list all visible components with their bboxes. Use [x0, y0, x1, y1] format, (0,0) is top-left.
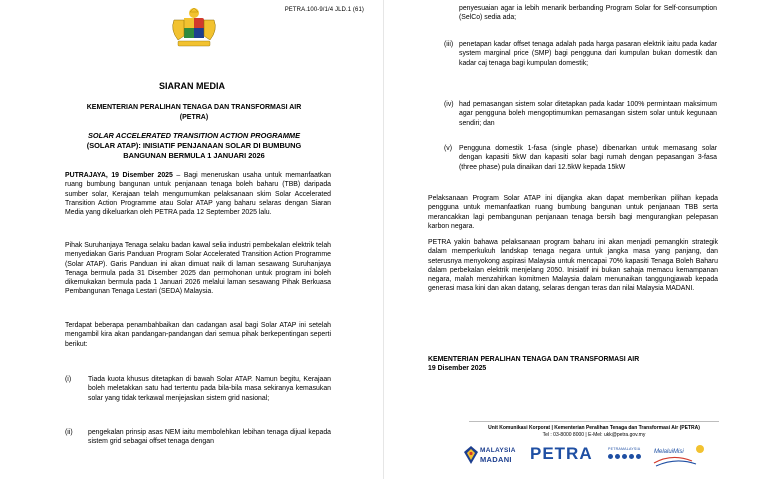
list-item-1-text: Tiada kuota khusus ditetapkan di bawah Solar ATAP. Namun begitu, Kerajaan boleh meletakkan satu had tertentu pada bila-bila masa sekiranya kemasukan solar yang tidak terkawal menjejaskan sistem grid nasional; — [88, 376, 331, 402]
ministry-heading-line1: KEMENTERIAN PERALIHAN TENAGA DAN TRANSFORMASI AIR — [86, 104, 302, 111]
petra-malaysia-logo — [608, 443, 648, 469]
mission-logo-graphic-icon — [652, 443, 710, 469]
dateline: PUTRAJAYA, 19 Disember 2025 — [65, 172, 173, 179]
list-item-5-number: (v) — [444, 145, 453, 152]
footer-contact — [470, 425, 718, 438]
instagram-icon — [615, 454, 620, 459]
list-item-2-text: pengekalan prinsip asas NEM iaitu membolehkan lebihan tenaga dijual kepada sistem grid sebagai offset tenaga dengan — [88, 429, 331, 446]
logo-petra-text: PETRA — [530, 444, 593, 463]
footer-unit: Unit Komunikasi Korporat | Kementerian Peralihan Tenaga dan Transformasi Air (PETRA) — [488, 425, 700, 431]
logo-misi-text: MelaluiMisi — [654, 449, 684, 455]
coat-of-arms-emblem — [168, 6, 220, 50]
footer-phone-email: Tel : 03-8000 8000 | E-Mel: ukk@petra.gov.my — [542, 431, 646, 438]
list-item-4-number: (iv) — [444, 101, 454, 108]
logo-malaysia-text: MALAYSIA — [480, 447, 516, 454]
paragraph-1 — [65, 171, 331, 217]
madani-emblem-icon — [464, 446, 478, 464]
tiktok-icon — [629, 454, 634, 459]
social-icons — [608, 454, 648, 460]
paragraph-2: Pihak Suruhanjaya Tenaga selaku badan kawal selia industri pembekalan elektrik telah menyediakan Garis Panduan Program Solar Accelerated Transition Action Programme (Solar ATAP). Garis Panduan ini akan dimuat naik di laman sesawang Suruhanjaya Tenaga bermula pada 31 Disember 2025 dan permohonan untuk program ini boleh dikemukakan bermula pada 1 Januari 2026 melalui laman sesawang Pihak Berkuasa Pembangunan Tenaga Lestari (SEDA) Malaysia. — [65, 242, 331, 296]
paragraph-1-body: – Bagi meneruskan usaha untuk memanfaatkan ruang bumbung bangunan untuk penjanaan tenaga boleh baharu (TBB) daripada sumber solar, Kerajaan telah mengumumkan pelaksanaan skim Solar Accelerated Transition Action Programme atau Solar ATAP yang baharu selaras dengan Siaran Media yang dikeluarkan oleh PETRA pada 12 September 2025 lalu. — [65, 172, 331, 217]
list-item-2-continued-text: penyesuaian agar ia lebih menarik berbanding Program Solar for Self-consumption (SelCo) sedia ada; — [459, 5, 717, 22]
closing-ministry: KEMENTERIAN PERALIHAN TENAGA DAN TRANSFORMASI AIR — [428, 356, 640, 363]
logo-madani-text: MADANI — [480, 455, 512, 464]
list-item-3-number: (iii) — [444, 41, 454, 48]
list-item-3-text: penetapan kadar offset tenaga adalah pada harga pasaran elektrik iaitu pada kadar system marginal price (SMP) bagi pengguna dari kumpulan bukan domestik dan kadar caj tenaga bagi kumpulan domestik; — [459, 41, 717, 67]
subject-line1: SOLAR ACCELERATED TRANSITION ACTION PROGRAMME — [88, 131, 300, 140]
list-item-1-number: (i) — [65, 376, 72, 383]
closing-signature — [428, 355, 718, 373]
facebook-icon — [608, 454, 613, 459]
list-item-4-text: had pemasangan sistem solar ditetapkan pada kadar 100% permintaan maksimum agar pengguna boleh mengoptimumkan pemasangan sistem solar untuk kegunaan sendiri; dan — [459, 101, 717, 127]
right-page — [384, 0, 768, 479]
subject-line2: (SOLAR ATAP): INISIATIF PENJANAAN SOLAR DI BUMBUNG — [86, 141, 302, 150]
ministry-heading — [52, 103, 336, 123]
ministry-heading-line2: (PETRA) — [179, 114, 209, 121]
x-icon — [622, 454, 627, 459]
paragraph-5: PETRA yakin bahawa pelaksanaan program baharu ini akan menjadi pemangkin strategik dalam memperkukuh landskap tenaga negara untuk jangka masa yang panjang, dan seterusnya menyokong aspirasi Malaysia untuk mencapai 70% kapasiti Tenaga Boleh Baharu dalam perbekalan elektrik menjelang 2050. Inisiatif ini bukan sahaja memacu kemampanan negara, malah menzahirkan komitmen Malaysia dalam menunaikan tanggungjawab kepada generasi masa kini dan akan datang, selaras dengan teras dan nilai Malaysia MADANI. — [428, 239, 718, 293]
youtube-icon — [636, 454, 641, 459]
petra-logo — [530, 443, 600, 469]
logo-petra-small-text: PETRAMALAYSIA — [608, 447, 641, 451]
subject-heading — [52, 131, 336, 161]
document-title: SIARAN MEDIA — [158, 81, 225, 91]
subject-line3: BANGUNAN BERMULA 1 JANUARI 2026 — [123, 151, 265, 160]
malaysia-madani-logo — [464, 443, 524, 469]
paragraph-4: Pelaksanaan Program Solar ATAP ini dijangka akan dapat memberikan pilihan kepada pengguna untuk memanfaatkan ruang bumbung bangunan untuk penjanaan TBB serta merancakkan lagi pembangunan penjanaan tenaga bersih bagi mengurangkan pelepasan karbon negara. — [428, 195, 718, 230]
mission-logo — [652, 443, 712, 469]
paragraph-3: Terdapat beberapa penambahbaikan dan cadangan asal bagi Solar ATAP ini setelah mengambil kira akan pandangan-pandangan dari semua pihak berkepentingan seperti berikut: — [65, 322, 331, 348]
closing-date: 19 Disember 2025 — [428, 365, 487, 372]
list-item-5-text: Pengguna domestik 1-fasa (single phase) dibenarkan untuk memasang solar dengan kapasiti 5kW dan kapasiti solar bagi rumah dengan pepasangan 3-fasa (three phase) pula dinaikan dari 12.5kW kepada 15kW — [459, 145, 717, 171]
footer-divider — [469, 421, 719, 422]
list-item-2-number: (ii) — [65, 429, 73, 436]
reference-number: PETRA.100-9/1/4 JLD.1 (61) — [284, 7, 364, 13]
